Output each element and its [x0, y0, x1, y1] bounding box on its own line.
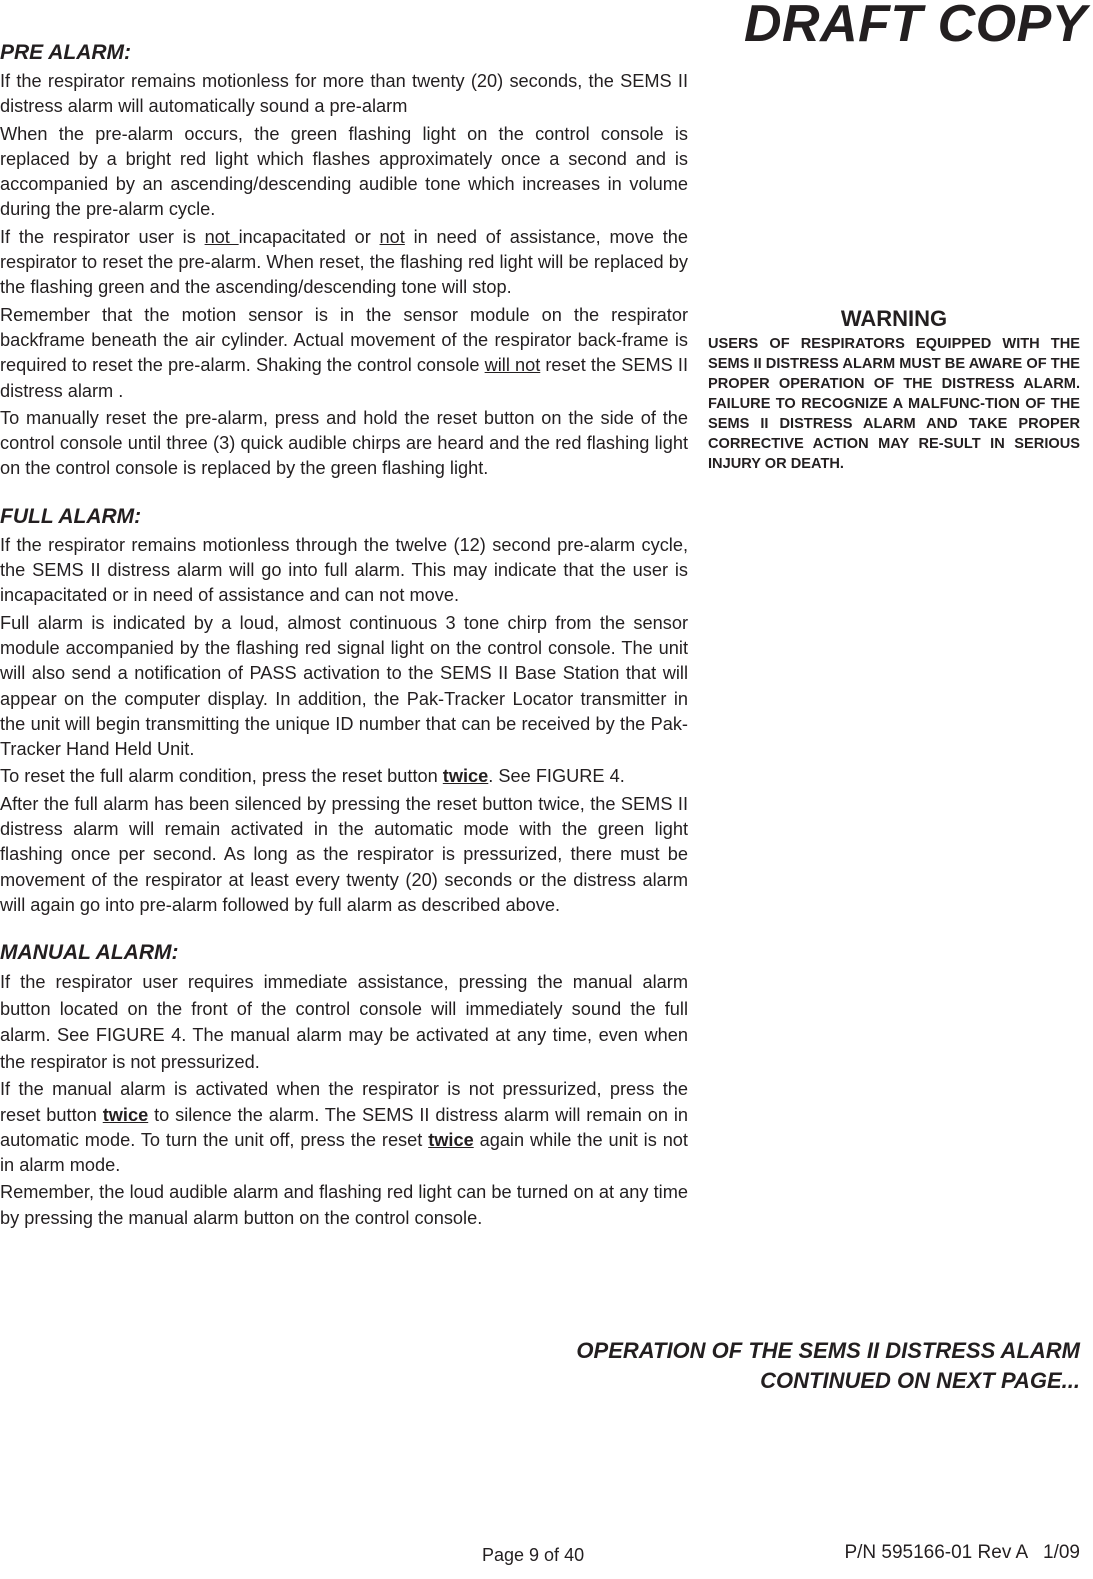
warning-title: WARNING [840, 306, 948, 331]
continued-notice [576, 1336, 1080, 1396]
pre-alarm-paragraph-5: To manually reset the pre-alarm, press and hold the reset button on the side of the control console until three (3) quick audible chirps are heard and the red flashing light on the control console is replaced by the green flashing light. [0, 407, 688, 479]
draft-copy-watermark: DRAFT COPY [744, 0, 1087, 53]
pre-alarm-paragraph-3: If the respirator user is not incapacitated or not in need of assistance, move the respirator to reset the pre-alarm. When reset, the flashing red light will be replaced by the flashing green and the ascending/descending tone will stop. [0, 226, 688, 298]
warning-text: USERS OF RESPIRATORS EQUIPPED WITH THE SEMS II DISTRESS ALARM MUST BE AWARE OF THE PROPER OPERATION OF THE DISTRESS ALARM. FAILURE TO RECOGNIZE A MALFUNC-TION OF THE SEMS II DISTRESS ALARM AND TAKE PROPER CORRECTIVE ACTION MAY RE-SULT IN SERIOUS INJURY OR DEATH. [708, 336, 1080, 472]
pre-alarm-paragraph-4: Remember that the motion sensor is in the sensor module on the respirator backframe beneath the air cylinder. Actual movement of the respirator back-frame is required to reset the pre-alarm. Shaking the control console will not reset the SEMS II distress alarm . [0, 304, 689, 401]
full-alarm-paragraph-3: To reset the full alarm condition, press the reset button twice. See FIGURE 4. [0, 766, 625, 787]
main-column [0, 40, 688, 1233]
full-alarm-paragraph-4: After the full alarm has been silenced by pressing the reset button twice, the SEMS II distress alarm will remain activated in the automatic mode with the green light flashing once per second. As long as the respirator is pressurized, there must be movement of the respirator at least every twenty (20) seconds or the distress alarm will again go into pre-alarm followed by full alarm as described above. [0, 793, 688, 915]
pre-alarm-heading: PRE ALARM: [0, 41, 132, 64]
warning-box [708, 306, 1080, 474]
manual-alarm-heading: MANUAL ALARM: [0, 941, 179, 965]
part-number: P/N 595166-01 Rev A 1/09 [844, 1542, 1080, 1563]
pre-alarm-paragraph-1: If the respirator remains motionless for more than twenty (20) seconds, the SEMS II distress alarm will automatically sound a pre-alarm [0, 71, 688, 117]
full-alarm-paragraph-2: Full alarm is indicated by a loud, almost continuous 3 tone chirp from the sensor module accompanied by the flashing red signal light on the control console. The unit will also send a notification of PASS activation to the SEMS II Base Station that will appear on the computer display. In addition, the Pak-Tracker Locator transmitter in the unit will begin transmitting the unique ID number that can be received by the Pak-Tracker Hand Held Unit. [0, 612, 688, 760]
manual-alarm-paragraph-3: Remember, the loud audible alarm and flashing red light can be turned on at any time by pressing the manual alarm button on the control console. [0, 1182, 688, 1228]
full-alarm-heading: FULL ALARM: [0, 504, 142, 528]
manual-alarm-paragraph-2: If the manual alarm is activated when the respirator is not pressurized, press the reset button twice to silence the alarm. The SEMS II distress alarm will remain on in automatic mode. To turn the unit off, press the reset twice again while the unit is not in alarm mode. [0, 1079, 688, 1176]
full-alarm-paragraph-1: If the respirator remains motionless through the twelve (12) second pre-alarm cycle, the SEMS II distress alarm will go into full alarm. This may indicate that the user is incapacitated or in need of assistance and can not move. [0, 534, 688, 606]
page-number: Page 9 of 40 [482, 1545, 585, 1565]
pre-alarm-paragraph-2: When the pre-alarm occurs, the green flashing light on the control console is replaced by a bright red light which flashes approximately once a second and is accompanied by an ascending/descending audible tone which increases in volume during the pre-alarm cycle. [0, 123, 688, 220]
manual-alarm-paragraph-1: If the respirator user requires immediate assistance, pressing the manual alarm button located on the front of the control console will immediately sound the full alarm. See FIGURE 4. The manual alarm may be activated at any time, even when the respirator is not pressurized. [0, 972, 688, 1072]
continued-line-1: OPERATION OF THE SEMS II DISTRESS ALARM [576, 1338, 1080, 1363]
continued-line-2: CONTINUED ON NEXT PAGE... [760, 1368, 1080, 1393]
